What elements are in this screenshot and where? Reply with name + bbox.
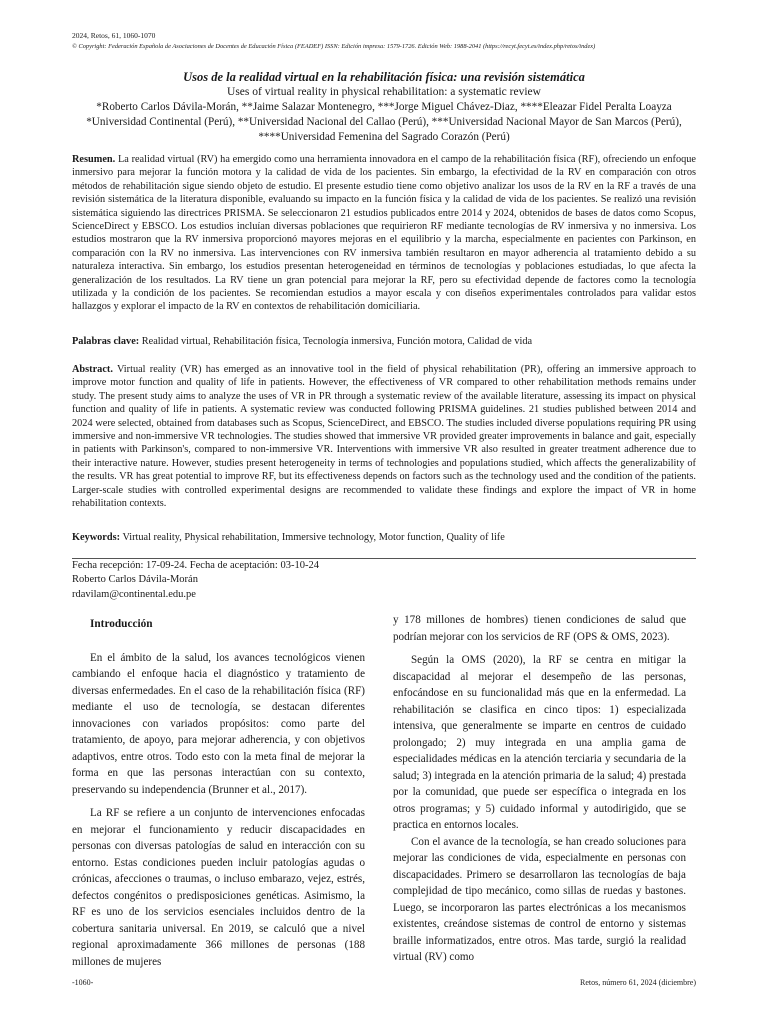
journal-citation: 2024, Retos, 61, 1060-1070 xyxy=(72,31,156,40)
palabras-clave-label: Palabras clave: xyxy=(72,336,140,347)
keywords-text: Virtual reality, Physical rehabilitation, Immersive technology, Motor function, Quality of life xyxy=(122,532,505,543)
resumen-text: La realidad virtual (RV) ha emergido como una herramienta innovadora en el campo de la rehabilitación física (RF), ofreciendo un enfoque inmersivo para mejorar la función motora y la calidad de vida de los pacientes. Sin embargo, la efectividad de la RV en comparación con otros métodos de rehabilitación sigue siendo objeto de estudio. El presente estudio tiene como objetivo analizar los usos de la RV en la RF a través de una revisión sistemática de la literatura disponible, evaluando su impacto en la función física y la calidad de vida de los pacientes. Se realizó una revisión sistemática siguiendo las directrices PRISMA. Se seleccionaron 21 estudios publicados entre 2014 y 2024, obtenidos de bases de datos como Scopus, ScienceDirect y EBSCO. Los estudios incluían diversas poblaciones que requirieron RF mediante tecnologías de RV inmersiva y no inmersiva. Los estudios mostraron que la RV inmersiva proporcionó mayores mejoras en el equilibrio y la marcha, especialmente en pacientes con Parkinson, en comparación con la RV no inmersiva. Las intervenciones con RV inmersiva también resultaron en mayor adherencia al tratamiento debido a su naturaleza interactiva. Sin embargo, los estudios presentan heterogeneidad en términos de tecnologías y poblaciones estudiadas, lo que afecta la generalización de los resultados. La RV tiene un gran potencial para mejorar la RF, pero su efectividad depende de factores como la tecnología utilizada y la condición de los pacientes. Se recomiendan estudios a mayor escala y con diseños experimentales controlados para validar estos hallazgos y explorar el impacto de la RV en contextos de rehabilitación domiciliaria. xyxy=(72,154,696,313)
affiliations-line-2: ****Universidad Femenina del Sagrado Corazón (Perú) xyxy=(258,131,510,143)
palabras-clave-line xyxy=(72,335,696,348)
keywords-line xyxy=(72,531,696,544)
body-column-left xyxy=(72,616,365,970)
abstract-text: Virtual reality (VR) has emerged as an innovative tool in the field of physical rehabilitation (PR), offering an immersive approach to improve motor function and quality of life in patients. However, the effectiveness of VR compared to other rehabilitation methods remains under study. The present study aims to analyze the uses of VR in PR through a systematic review of the available literature, assessing its impact on physical function and quality of life in patients. A systematic review was conducted following PRISMA guidelines. 21 studies published between 2014 and 2024 were selected, obtained from databases such as Scopus, ScienceDirect, and EBSCO. The studies included diverse populations requiring PR using immersive and non-immersive VR technologies. The studies showed that immersive VR provided greater improvements in balance and gait, especially in patients with Parkinson's, compared to non-immersive VR. Interventions with immersive VR also resulted in greater treatment adherence due to their interactive nature. However, studies present heterogeneity in terms of technologies and populations studied, which affects the generalizability of the results. VR has great potential to improve RF, but its effectiveness depends on factors such as the technology used and the condition of the patients. Larger-scale studies with controlled experimental designs are recommended to validate these findings and explore the impact of VR in home rehabilitation contexts. xyxy=(72,364,696,510)
submission-meta xyxy=(72,559,319,602)
abstract-paragraph xyxy=(72,363,696,510)
abstract-label: Abstract. xyxy=(72,364,113,375)
author-list: *Roberto Carlos Dávila-Morán, **Jaime Salazar Montenegro, ***Jorge Miguel Chávez-Diaz, ****Eleazar Fidel Peralta Loayza xyxy=(96,101,672,113)
resumen-paragraph xyxy=(72,153,696,314)
paragraph: La RF se refiere a un conjunto de intervenciones enfocadas en mejorar el funcionamiento y reducir discapacidades en personas con diversas patologías de salud en interacción con su entorno. Estas condiciones pueden incluir patologías agudas o crónicas, afecciones o traumas, o incluso embarazo, vejez, estrés, defectos congénitos o predisposiciones genéticas. Asimismo, la RF es uno de los servicios esenciales incluidos dentro de la cobertura sanitaria universal. En 2019, se calculó que a nivel regional aproximadamente 366 millones de personas (188 millones de mujeres xyxy=(72,807,365,968)
title-block xyxy=(72,69,696,145)
copyright-line: © Copyright: Federación Española de Asociaciones de Docentes de Educación Física (FEADEF) ISSN: Edición impresa: 1579-1726. Edición Web: 1988-2041 (https://recyt.fecyt.es/index.php/retos/index) xyxy=(72,43,596,50)
submission-dates: Fecha recepción: 17-09-24. Fecha de aceptación: 03-10-24 xyxy=(72,560,319,571)
paragraph: y 178 millones de hombres) tienen condiciones de salud que podrían mejorar con los servicios de RF (OPS & OMS, 2023). xyxy=(393,614,686,643)
article-title-english: Uses of virtual reality in physical rehabilitation: a systematic review xyxy=(227,86,541,98)
corresponding-author: Roberto Carlos Dávila-Morán xyxy=(72,574,198,586)
paragraph: Según la OMS (2020), la RF se centra en mitigar la discapacidad al mejorar el desempeño de las personas, enfocándose en su funcionalidad más que en la enfermedad. La rehabilitación se clasifica en cinco tipos: 1) especializada intensiva, que generalmente se imparte en centros de cuidado prolongado; 2) muy integrada en una amplia gama de especialidades médicas en la atención terciaria y secundaria de la salud; 3) integrada en la atención primaria de la salud; 4) prestada por la comunidad, que puede ser específica o integrada en los otros programas; y 5) cuidado informal y autodirigido, que se practica en entornos locales. xyxy=(393,654,686,831)
body-column-right xyxy=(393,612,686,966)
paragraph: Con el avance de la tecnología, se han creado soluciones para mejorar las condiciones de vida, especialmente en personas con discapacidades. Primero se desarrollaron las tecnologías de baja complejidad de tipo mecánico, como sillas de ruedas y bastones. Luego, se incorporaron las partes electrónicas a los mecanismos existentes, creándose sistemas de control de entorno y sistemas braille informatizados, entre otros. Mas tarde, surgió la realidad virtual (RV) como xyxy=(393,835,686,963)
journal-issue: Retos, número 61, 2024 (diciembre) xyxy=(580,978,696,987)
affiliations-line-1: *Universidad Continental (Perú), **Universidad Nacional del Callao (Perú), ***Universidad Nacional Mayor de San Marcos (Perú), xyxy=(86,116,682,128)
page-number: -1060- xyxy=(72,978,94,987)
resumen-label: Resumen. xyxy=(72,154,116,165)
journal-header xyxy=(72,30,595,52)
palabras-clave-text: Realidad virtual, Rehabilitación física, Tecnología inmersiva, Función motora, Calidad de vida xyxy=(141,336,533,347)
keywords-label: Keywords: xyxy=(72,532,121,543)
article-title-spanish: Usos de la realidad virtual en la rehabilitación física: una revisión sistemática xyxy=(183,70,585,84)
section-title: Introducción xyxy=(90,618,153,630)
author-email[interactable]: rdavilam@continental.edu.pe xyxy=(72,588,196,600)
paragraph: En el ámbito de la salud, los avances tecnológicos vienen cambiando el enfoque hacia el diagnóstico y tratamiento de diversas enfermedades. En el caso de la rehabilitación física (RF) mediante el uso de tecnología, se destacan diferentes innovaciones con variados propósitos: como parte del tratamiento, de apoyo, para mejorar adherencia, y con objetivos adaptivos, entre otros. Todo esto con la meta final de mejorar la forma en que las personas interactúan con su contexto, preservando su independencia (Brunner et al., 2017). xyxy=(72,651,365,796)
